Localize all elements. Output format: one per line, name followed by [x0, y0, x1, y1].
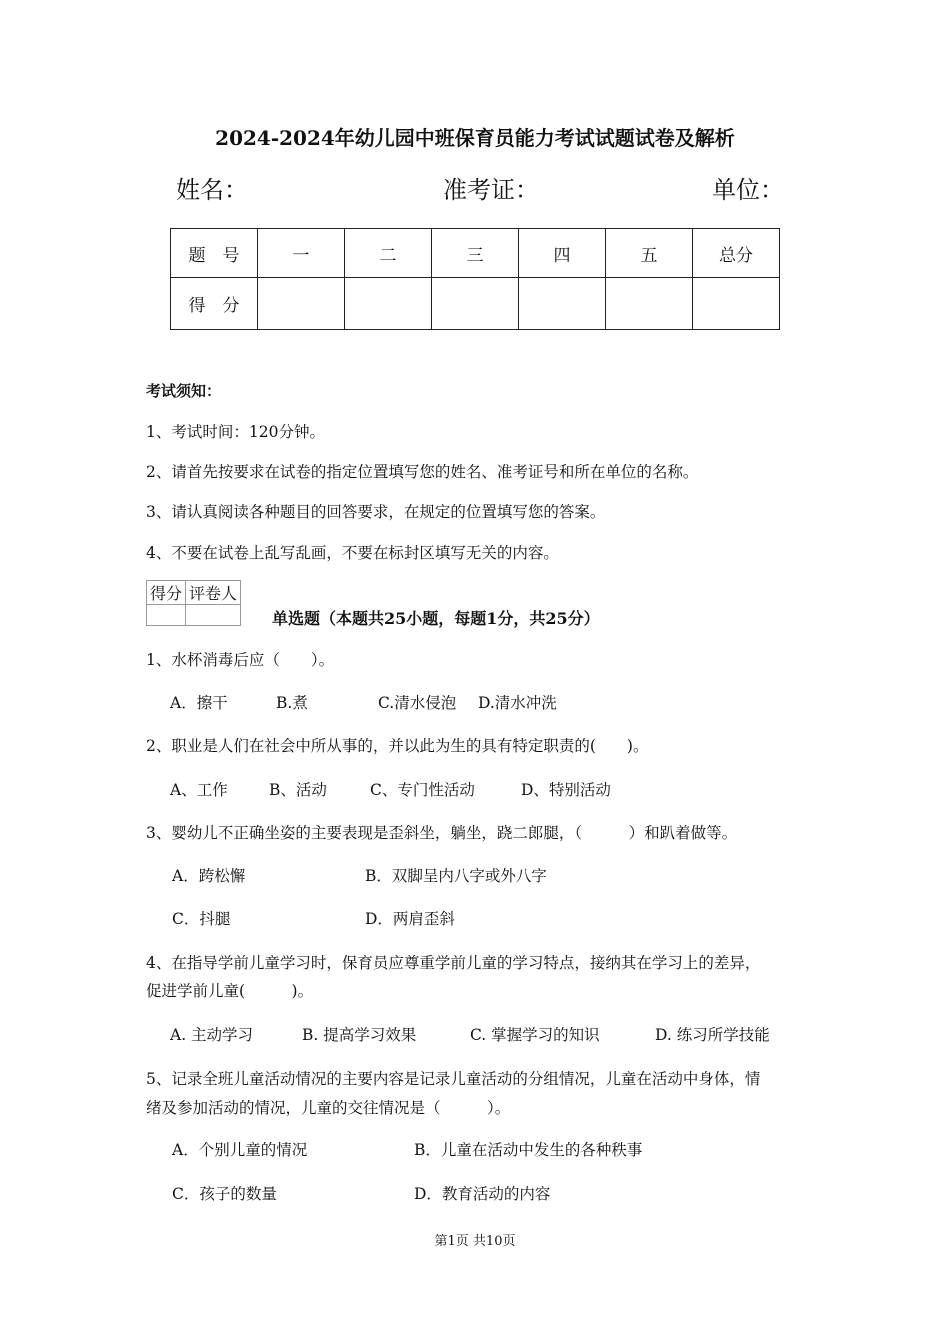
grader-score-label: 得分 — [147, 581, 186, 605]
exam-id-field-label: 准考证： — [443, 176, 539, 204]
grader-reviewer-label: 评卷人 — [186, 581, 241, 605]
page-footer: 第1页 共10页 — [434, 1234, 516, 1249]
note-item: 1、考试时间：120分钟。 — [146, 423, 325, 441]
option-a: A、工作 — [170, 781, 228, 799]
grader-table — [146, 580, 241, 626]
grader-reviewer-cell[interactable] — [186, 605, 241, 626]
header-cell: 一 — [258, 229, 345, 278]
header-cell: 五 — [606, 229, 693, 278]
score-table — [170, 228, 780, 330]
question-stem: 1、水杯消毒后应（ ）。 — [146, 651, 335, 669]
option-a: A．擦干 — [170, 694, 228, 712]
question-stem-continued: 促进学前儿童( )。 — [146, 982, 314, 1000]
page-title: 2024-2024年幼儿园中班保育员能力考试试题试卷及解析 — [215, 126, 735, 150]
option-c: C.清水侵泡 — [378, 694, 457, 712]
header-cell: 三 — [432, 229, 519, 278]
score-cell[interactable] — [345, 278, 432, 330]
option-d: D．教育活动的内容 — [414, 1185, 551, 1203]
option-a: A. 主动学习 — [170, 1026, 254, 1044]
option-b: B．儿童在活动中发生的各种秩事 — [414, 1141, 643, 1159]
option-a: A．个别儿童的情况 — [172, 1141, 308, 1159]
score-cell[interactable] — [606, 278, 693, 330]
score-cell[interactable] — [432, 278, 519, 330]
header-cell: 二 — [345, 229, 432, 278]
score-table-header-row — [171, 229, 780, 278]
notes-heading: 考试须知： — [146, 382, 222, 400]
option-d: D、特别活动 — [521, 781, 611, 799]
question-stem: 4、在指导学前儿童学习时，保育员应尊重学前儿童的学习特点，接纳其在学习上的差异， — [146, 954, 761, 972]
option-c: C．抖腿 — [172, 910, 231, 928]
option-b: B. 提高学习效果 — [302, 1026, 417, 1044]
header-cell: 总分 — [693, 229, 780, 278]
score-row-label: 得 分 — [171, 278, 258, 330]
header-cell: 四 — [519, 229, 606, 278]
option-b: B.煮 — [276, 694, 308, 712]
grader-score-cell[interactable] — [147, 605, 186, 626]
option-d: D.清水冲洗 — [478, 694, 557, 712]
score-cell[interactable] — [519, 278, 606, 330]
option-d: D．两肩歪斜 — [365, 910, 455, 928]
score-cell[interactable] — [693, 278, 780, 330]
section-title: 单选题（本题共25小题，每题1分，共25分） — [272, 609, 600, 628]
question-stem: 5、记录全班儿童活动情况的主要内容是记录儿童活动的分组情况，儿童在活动中身体，情 — [146, 1070, 761, 1088]
note-item: 2、请首先按要求在试卷的指定位置填写您的姓名、准考证号和所在单位的名称。 — [146, 463, 699, 481]
option-b: B、活动 — [269, 781, 327, 799]
note-item: 3、请认真阅读各种题目的回答要求，在规定的位置填写您的答案。 — [146, 503, 606, 521]
option-c: C. 掌握学习的知识 — [470, 1026, 600, 1044]
note-item: 4、不要在试卷上乱写乱画，不要在标封区填写无关的内容。 — [146, 544, 559, 562]
option-c: C．孩子的数量 — [172, 1185, 277, 1203]
option-c: C、专门性活动 — [370, 781, 475, 799]
question-stem: 3、婴幼儿不正确坐姿的主要表现是歪斜坐，躺坐，跷二郎腿，（ ）和趴着做等。 — [146, 824, 738, 842]
option-b: B．双脚呈内八字或外八字 — [365, 867, 547, 885]
question-stem: 2、职业是人们在社会中所从事的，并以此为生的具有特定职责的( )。 — [146, 737, 649, 755]
header-cell: 题 号 — [171, 229, 258, 278]
question-stem-continued: 绪及参加活动的情况，儿童的交往情况是（ ）。 — [146, 1099, 511, 1117]
option-a: A．跨松懈 — [172, 867, 246, 885]
score-cell[interactable] — [258, 278, 345, 330]
option-d: D. 练习所学技能 — [655, 1026, 770, 1044]
unit-field-label: 单位： — [712, 176, 784, 204]
score-table-score-row — [171, 278, 780, 330]
name-field-label: 姓名： — [176, 176, 248, 204]
